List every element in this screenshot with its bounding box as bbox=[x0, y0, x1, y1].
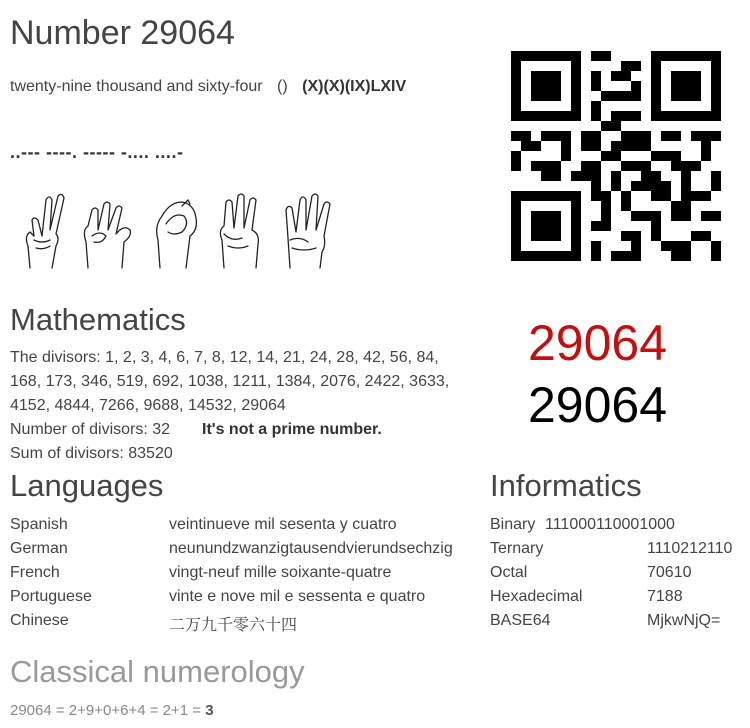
informatics-heading: Informatics bbox=[490, 468, 642, 503]
numerology-heading: Classical numerology bbox=[10, 654, 305, 689]
informatics-value: MjkwNjQ= bbox=[647, 612, 721, 629]
language-name: Chinese bbox=[10, 612, 69, 629]
words-paren: () bbox=[277, 78, 288, 95]
informatics-label: BASE64 bbox=[490, 612, 551, 629]
language-name: French bbox=[10, 564, 60, 581]
language-value: veintinueve mil sesenta y cuatro bbox=[169, 516, 397, 533]
language-value: vinte e nove mil e sessenta e quatro bbox=[169, 588, 426, 605]
hand-digit-4-icon bbox=[286, 194, 330, 268]
languages-heading: Languages bbox=[10, 468, 164, 503]
numerology-expression: 29064 = 2+9+0+6+4 = 2+1 = bbox=[10, 702, 206, 719]
language-value: vingt-neuf mille soixante-quatre bbox=[169, 564, 392, 581]
number-in-words bbox=[10, 78, 406, 96]
informatics-value: 7188 bbox=[647, 588, 683, 605]
hand-digit-0-icon bbox=[157, 200, 197, 268]
number-display-red: 29064 bbox=[528, 315, 668, 371]
morse-code: ..--- ----. ----- -.... ....- bbox=[10, 142, 184, 162]
number-of-divisors: Number of divisors: 32 bbox=[10, 421, 171, 438]
informatics-label: Octal bbox=[490, 564, 528, 581]
divisors-line: 4152, 4844, 7266, 9688, 14532, 29064 bbox=[10, 397, 286, 414]
informatics-label: Hexadecimal bbox=[490, 588, 583, 605]
mathematics-heading: Mathematics bbox=[10, 302, 186, 337]
divisors-line: The divisors: 1, 2, 3, 4, 6, 7, 8, 12, 14, 21, 24, 28, 42, 56, 84, bbox=[10, 349, 439, 366]
hand-digit-6-icon bbox=[220, 194, 258, 268]
language-name: Portuguese bbox=[10, 588, 92, 605]
numerology-result: 3 bbox=[205, 702, 214, 719]
informatics-value: 70610 bbox=[647, 564, 692, 581]
english-words: twenty-nine thousand and sixty-four bbox=[10, 78, 263, 95]
hand-digit-9-icon bbox=[84, 202, 130, 268]
language-name: Spanish bbox=[10, 516, 68, 533]
language-name: German bbox=[10, 540, 68, 557]
qr-code-icon bbox=[511, 51, 721, 261]
sum-of-divisors: Sum of divisors: 83520 bbox=[10, 445, 173, 462]
page-title: Number 29064 bbox=[10, 14, 235, 52]
numerology-formula bbox=[10, 702, 214, 719]
roman-numeral: (X)(X)(IX)LXIV bbox=[302, 78, 407, 95]
divisors-line: 168, 173, 346, 519, 692, 1038, 1211, 1384, 2076, 2422, 3633, bbox=[10, 373, 450, 390]
prime-status: It's not a prime number. bbox=[202, 421, 382, 438]
language-value: neunundzwanzigtausendvierundsechzig bbox=[169, 540, 453, 557]
hand-digit-2-icon bbox=[26, 194, 64, 268]
sign-language-hands-icon bbox=[12, 190, 342, 272]
language-value: 二万九千零六十四 bbox=[169, 617, 298, 634]
divisors-list bbox=[10, 346, 470, 418]
informatics-label: Binary bbox=[490, 516, 536, 533]
informatics-label: Ternary bbox=[490, 540, 544, 557]
informatics-value: 1110212110 bbox=[647, 540, 733, 557]
informatics-value: 111000110001000 bbox=[545, 516, 675, 533]
number-display-black: 29064 bbox=[528, 377, 668, 433]
